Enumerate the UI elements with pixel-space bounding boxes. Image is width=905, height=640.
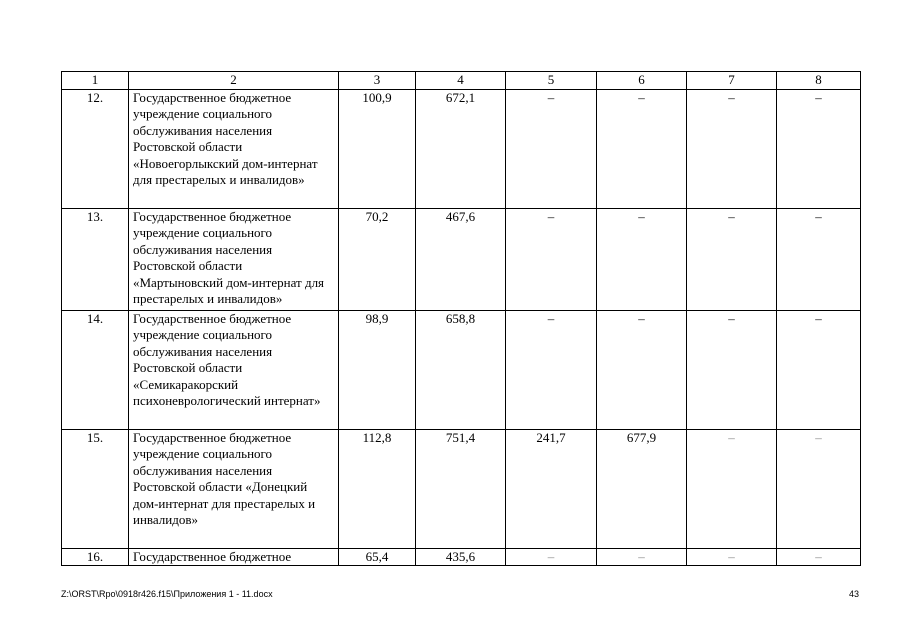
cell-col8: – xyxy=(777,548,861,566)
header-row xyxy=(62,72,861,90)
cell-col6: – xyxy=(597,310,687,429)
cell-col8: – xyxy=(777,89,861,208)
cell-col4: 435,6 xyxy=(416,548,506,566)
cell-col6: – xyxy=(597,548,687,566)
table-row xyxy=(62,310,861,429)
cell-col4: 658,8 xyxy=(416,310,506,429)
table-row xyxy=(62,548,861,566)
cell-col6: 677,9 xyxy=(597,429,687,548)
table-row xyxy=(62,89,861,208)
footer-file-path: Z:\ORST\Rpo\0918r426.f15\Приложения 1 - 11.docx xyxy=(61,589,273,599)
header-cell: 1 xyxy=(62,72,129,90)
cell-col5: 241,7 xyxy=(506,429,597,548)
institution-name: Государственное бюджетное учреждение социального обслуживания населения Ростовской области «Новоегорлыкский дом-интернат для престарелых и инвалидов» xyxy=(129,89,339,208)
header-cell: 5 xyxy=(506,72,597,90)
cell-col5: – xyxy=(506,208,597,310)
row-number: 14. xyxy=(62,310,129,429)
header-cell: 2 xyxy=(129,72,339,90)
table-row xyxy=(62,429,861,548)
cell-col3: 98,9 xyxy=(339,310,416,429)
cell-col7: – xyxy=(687,208,777,310)
cell-col7: – xyxy=(687,310,777,429)
cell-col7: – xyxy=(687,89,777,208)
cell-col5: – xyxy=(506,89,597,208)
cell-col8: – xyxy=(777,429,861,548)
cell-col3: 70,2 xyxy=(339,208,416,310)
row-number: 16. xyxy=(62,548,129,566)
cell-col5: – xyxy=(506,548,597,566)
cell-col3: 65,4 xyxy=(339,548,416,566)
institution-name: Государственное бюджетное xyxy=(129,548,339,566)
header-cell: 7 xyxy=(687,72,777,90)
cell-col6: – xyxy=(597,208,687,310)
data-table xyxy=(61,71,861,566)
cell-col4: 751,4 xyxy=(416,429,506,548)
institution-name: Государственное бюджетное учреждение социального обслуживания населения Ростовской области «Мартыновский дом-интернат для престарелых и инвалидов» xyxy=(129,208,339,310)
row-number: 13. xyxy=(62,208,129,310)
header-cell: 8 xyxy=(777,72,861,90)
page-number: 43 xyxy=(848,589,859,599)
header-cell: 6 xyxy=(597,72,687,90)
cell-col7: – xyxy=(687,548,777,566)
header-cell: 3 xyxy=(339,72,416,90)
cell-col3: 100,9 xyxy=(339,89,416,208)
row-number: 12. xyxy=(62,89,129,208)
institution-name: Государственное бюджетное учреждение социального обслуживания населения Ростовской области «Семикаракорский психоневрологический интернат» xyxy=(129,310,339,429)
cell-col6: – xyxy=(597,89,687,208)
table-row xyxy=(62,208,861,310)
row-number: 15. xyxy=(62,429,129,548)
institution-name: Государственное бюджетное учреждение социального обслуживания населения Ростовской области «Донецкий дом-интернат для престарелых и инвалидов» xyxy=(129,429,339,548)
cell-col7: – xyxy=(687,429,777,548)
cell-col8: – xyxy=(777,310,861,429)
header-cell: 4 xyxy=(416,72,506,90)
cell-col5: – xyxy=(506,310,597,429)
cell-col4: 467,6 xyxy=(416,208,506,310)
cell-col3: 112,8 xyxy=(339,429,416,548)
cell-col8: – xyxy=(777,208,861,310)
cell-col4: 672,1 xyxy=(416,89,506,208)
